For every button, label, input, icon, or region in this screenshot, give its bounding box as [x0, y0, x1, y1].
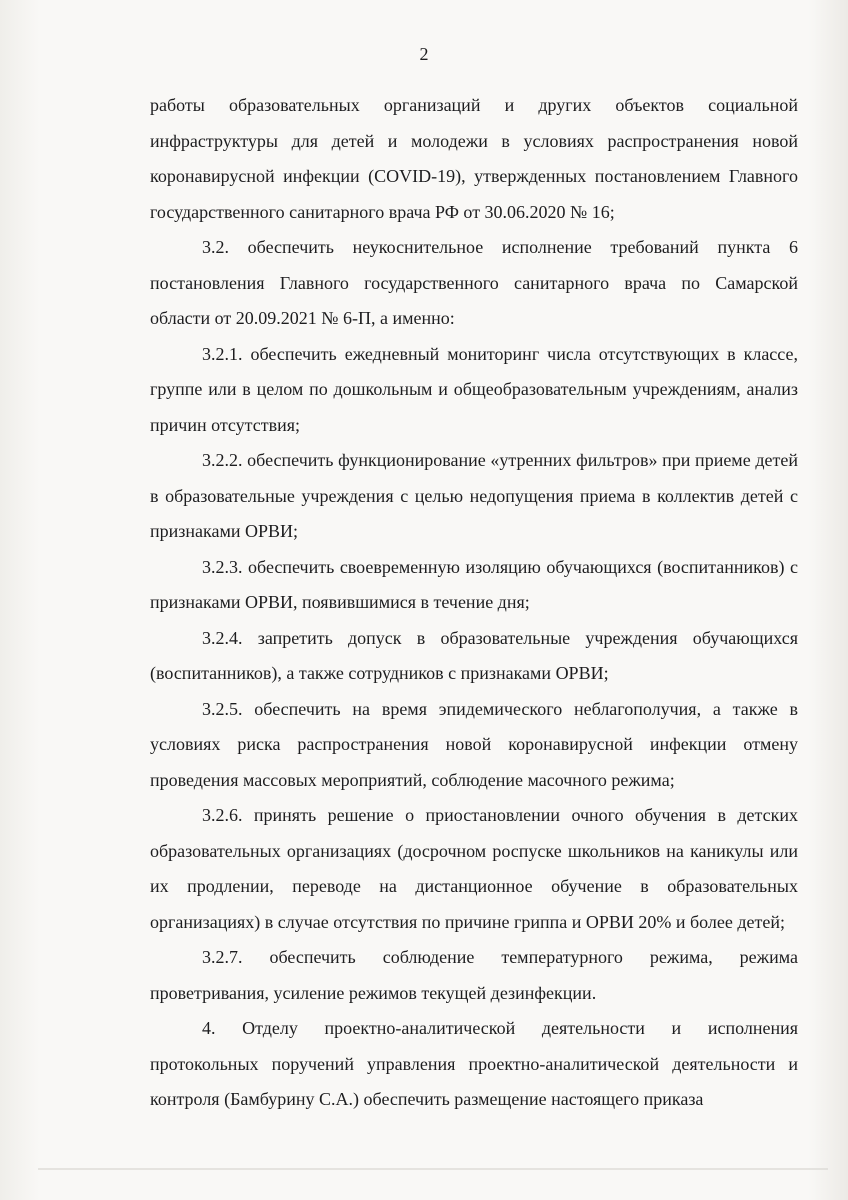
paragraph-3-2-2: 3.2.2. обеспечить функционирование «утренних фильтров» при приеме детей в образовательные учреждения с целью недопущения приема в коллектив детей с признаками ОРВИ; [150, 450, 798, 541]
paragraph-4: 4. Отделу проектно-аналитической деятельности и исполнения протокольных поручений управления проектно-аналитической деятельности и контроля (Бамбурину С.А.) обеспечить размещение настоящего приказа [150, 1018, 798, 1109]
paragraph-3-2-7: 3.2.7. обеспечить соблюдение температурного режима, режима проветривания, усиление режимов текущей дезинфекции. [150, 947, 798, 1003]
paragraph-continuation: работы образовательных организаций и других объектов социальной инфраструктуры для детей и молодежи в условиях распространения новой коронавирусной инфекции (COVID-19), утвержденных постановлением Главного государственного санитарного врача РФ от 30.06.2020 № 16; [150, 95, 798, 222]
paragraph-3-2-1: 3.2.1. обеспечить ежедневный мониторинг числа отсутствующих в классе, группе или в целом по дошкольным и общеобразовательным учреждениям, анализ причин отсутствия; [150, 343, 798, 435]
document-body [150, 88, 798, 1118]
paragraph-3-2-3: 3.2.3. обеспечить своевременную изоляцию обучающихся (воспитанников) с признаками ОРВИ, появившимися в течение дня; [150, 556, 798, 612]
page-number: 2 [419, 44, 429, 64]
paragraph-3-2: 3.2. обеспечить неукоснительное исполнение требований пункта 6 постановления Главного государственного санитарного врача по Самарской области от 20.09.2021 № 6-П, а именно: [150, 237, 798, 328]
paragraph-3-2-6: 3.2.6. принять решение о приостановлении очного обучения в детских образовательных организациях (досрочном роспуске школьников на каникулы или их продлении, переводе на дистанционное обучение в образовательных организациях) в случае отсутствия по причине гриппа и ОРВИ 20% и более детей; [150, 805, 798, 932]
scan-edge-line [38, 1168, 828, 1170]
paragraph-3-2-4: 3.2.4. запретить допуск в образовательные учреждения обучающихся (воспитанников), а также сотрудников с признаками ОРВИ; [150, 627, 798, 683]
paragraph-3-2-5: 3.2.5. обеспечить на время эпидемического неблагополучия, а также в условиях риска распространения новой коронавирусной инфекции отмену проведения массовых мероприятий, соблюдение масочного режима; [150, 698, 798, 790]
